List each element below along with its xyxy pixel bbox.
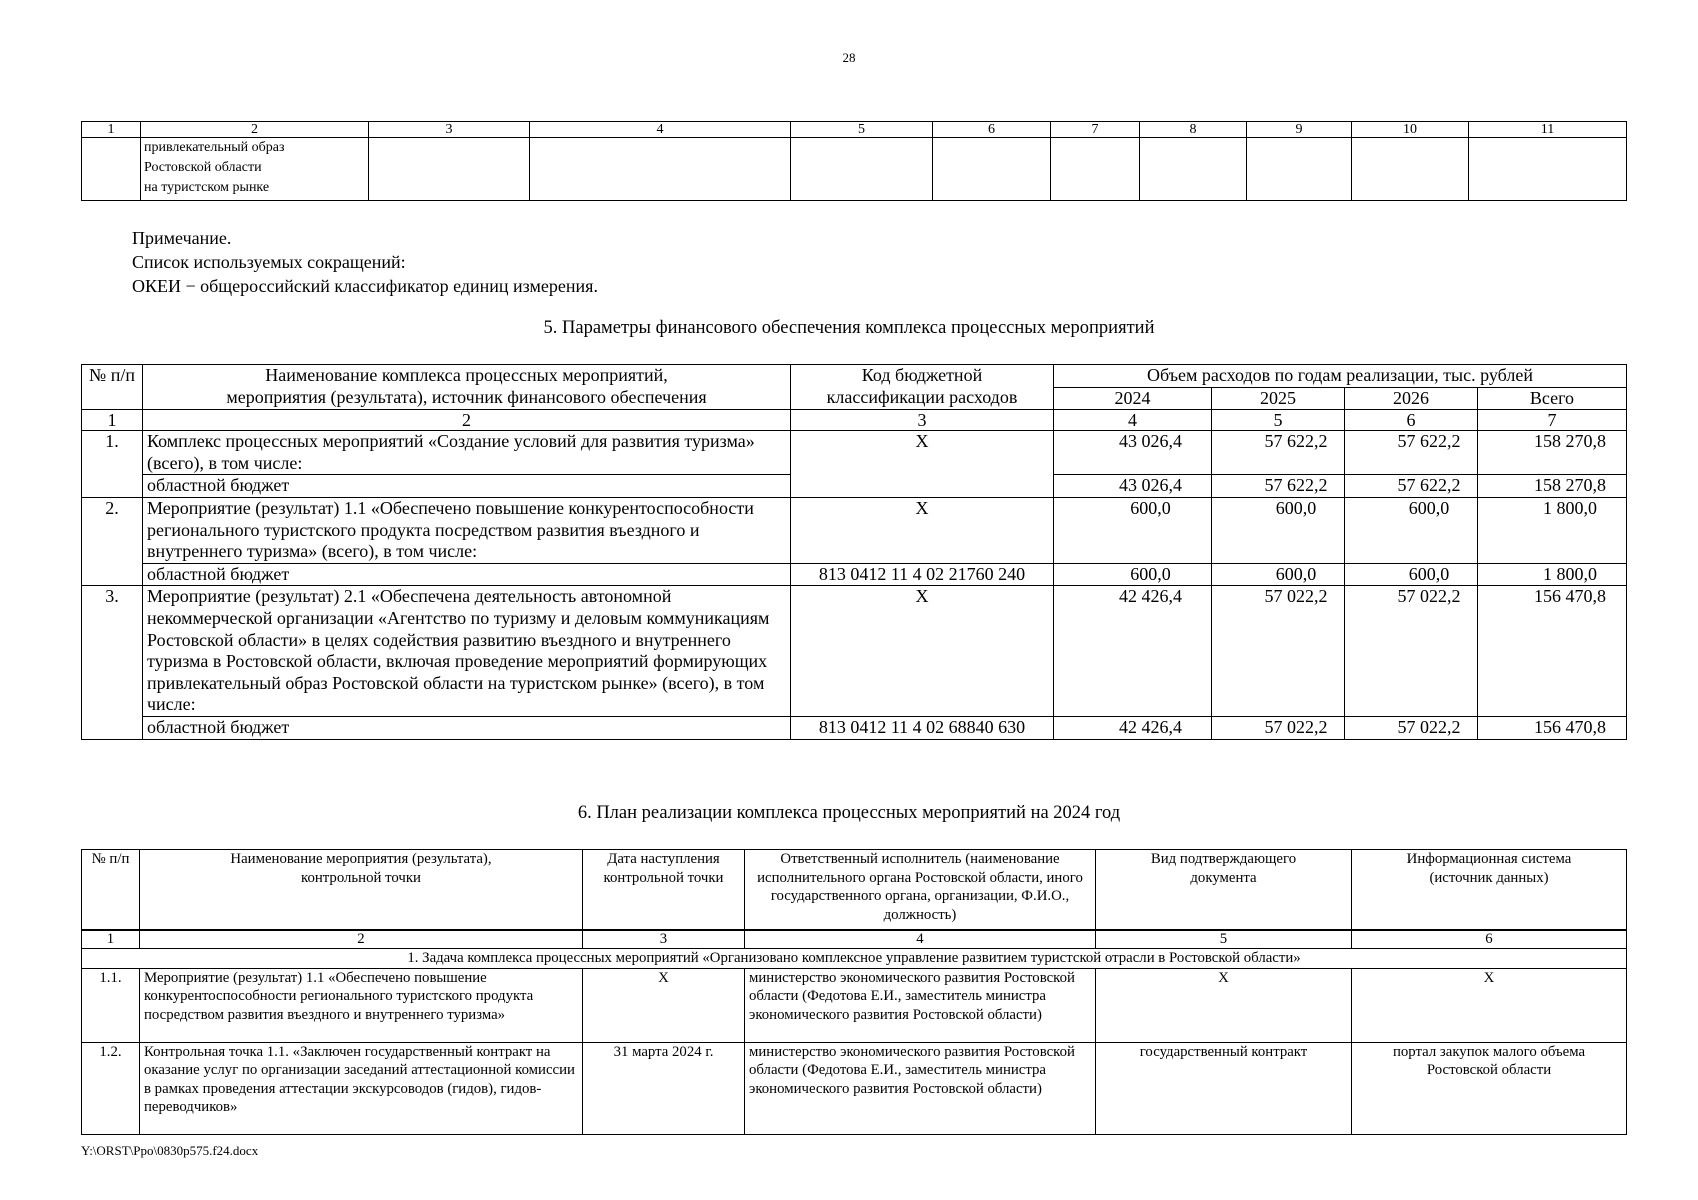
row-doc: государственный контракт — [1096, 1042, 1352, 1134]
header-doc: Вид подтверждающего документа — [1096, 850, 1352, 930]
file-path: Y:\ORST\Ppo\0830p575.f24.docx — [81, 1143, 259, 1158]
note-okei: ОКЕИ − общероссийский классификатор единиц измерения. — [132, 276, 598, 296]
header-2025: 2025 — [1212, 387, 1345, 410]
row-date: 31 марта 2024 г. — [583, 1042, 745, 1134]
header-num: № п/п — [82, 365, 143, 410]
row-total: 158 270,8 — [1478, 431, 1627, 475]
row-date: X — [583, 968, 745, 1042]
subrow-name: областной бюджет — [143, 716, 791, 739]
table-subrow: областной бюджет 813 0412 11 4 02 68840 630 42 426,4 57 022,2 57 022,2 156 470,8 — [82, 716, 1627, 739]
subrow-code: 813 0412 11 4 02 21760 240 — [791, 563, 1054, 586]
col-number: 6 — [933, 122, 1051, 138]
table-row — [82, 431, 1627, 475]
note-title: Примечание. — [132, 228, 232, 248]
header-2026: 2026 — [1345, 387, 1478, 410]
col-number: 4 — [530, 122, 791, 138]
row-code: X — [791, 586, 1054, 717]
subrow-name: областной бюджет — [143, 475, 791, 498]
header-date: Дата наступления контрольной точки — [583, 850, 745, 930]
col-number: 3 — [369, 122, 530, 138]
header-code: Код бюджетной классификации расходов — [791, 365, 1054, 410]
row-text: привлекательный образ Ростовской области на туристском рынке — [141, 138, 369, 201]
notes — [132, 226, 598, 298]
row-num: 1.1. — [82, 968, 140, 1042]
table-row — [82, 968, 1627, 1042]
row-name: Контрольная точка 1.1. «Заключен государственный контракт на оказание услуг по организации заседаний аттестационной комиссии в рамках проведения аттестации экскурсоводов (гидов), гидов-переводчиков» — [140, 1042, 583, 1134]
column-number-row — [82, 122, 1627, 138]
row-num: 1.2. — [82, 1042, 140, 1134]
col-number: 8 — [1140, 122, 1247, 138]
table-row — [82, 1042, 1627, 1134]
col-number: 11 — [1469, 122, 1627, 138]
table-subrow: областной бюджет 813 0412 11 4 02 21760 240 600,0 600,0 600,0 1 800,0 — [82, 563, 1627, 586]
row-executor: министерство экономического развития Ростовской области (Федотова Е.И., заместитель министра экономического развития Ростовской области) — [745, 968, 1096, 1042]
row-system: X — [1352, 968, 1627, 1042]
implementation-plan-table — [81, 849, 1627, 1135]
col-number: 7 — [1051, 122, 1140, 138]
table-row — [82, 138, 1627, 201]
row-executor: министерство экономического развития Ростовской области (Федотова Е.И., заместитель министра экономического развития Ростовской области) — [745, 1042, 1096, 1134]
header-total: Всего — [1478, 387, 1627, 410]
col-number: 2 — [141, 122, 369, 138]
header-num: № п/п — [82, 850, 140, 930]
row-doc: X — [1096, 968, 1352, 1042]
column-number-row: 1 2 3 4 5 6 7 — [82, 410, 1627, 431]
column-number-row: 1 2 3 4 5 6 — [82, 930, 1627, 949]
subrow-name: областной бюджет — [143, 563, 791, 586]
table-row: 2. Мероприятие (результат) 1.1 «Обеспечено повышение конкурентоспособности регионального туристского продукта посредством развития въездного и внутреннего туризма» (всего), в том числе: X 600,0 600,0 600,0 1 800,0 — [82, 497, 1627, 563]
col-number: 10 — [1352, 122, 1469, 138]
row-name: Мероприятие (результат) 1.1 «Обеспечено повышение конкурентоспособности регионального туристского продукта посредством развития въездного и внутреннего туризма» — [140, 968, 583, 1042]
row-num: 2. — [82, 497, 143, 585]
row-name: Комплекс процессных мероприятий «Создание условий для развития туризма» (всего), в том числе: — [143, 431, 791, 475]
table-subrow: областной бюджет 43 026,4 57 622,2 57 622,2 158 270,8 — [82, 475, 1627, 498]
row-num: 1. — [82, 431, 143, 498]
table-row: 3. Мероприятие (результат) 2.1 «Обеспечена деятельность автономной некоммерческой организации «Агентство по туризму и деловым коммуникациям Ростовской области» в целях содействия развитию въездного и внутреннего туризма в Ростовской области, включая проведение мероприятий формирующих привлекательный образ Ростовской области на туристском рынке» (всего), в том числе: X 42 426,4 57 022,2 57 022,2 156 470,8 — [82, 586, 1627, 717]
continuation-table — [81, 121, 1627, 201]
header-volume: Объем расходов по годам реализации, тыс. рублей — [1054, 365, 1627, 388]
header-row — [82, 365, 1627, 388]
task-row — [82, 948, 1627, 968]
row-num: 3. — [82, 586, 143, 739]
section-6-title: 6. План реализации комплекса процессных мероприятий на 2024 год — [577, 803, 1121, 823]
financing-table — [81, 364, 1627, 740]
header-2024: 2024 — [1054, 387, 1212, 410]
row-2024: 43 026,4 — [1054, 431, 1212, 475]
row-system: портал закупок малого объема Ростовской области — [1352, 1042, 1627, 1134]
header-system: Информационная система (источник данных) — [1352, 850, 1627, 930]
row-code: X — [791, 431, 1054, 498]
row-2025: 57 622,2 — [1212, 431, 1345, 475]
header-name: Наименование комплекса процессных мероприятий, мероприятия (результата), источник финансового обеспечения — [143, 365, 791, 410]
subrow-code: 813 0412 11 4 02 68840 630 — [791, 716, 1054, 739]
row-code: X — [791, 497, 1054, 563]
row-name: Мероприятие (результат) 1.1 «Обеспечено повышение конкурентоспособности регионального туристского продукта посредством развития въездного и внутреннего туризма» (всего), в том числе: — [143, 497, 791, 563]
task-title: 1. Задача комплекса процессных мероприятий «Организовано комплексное управление развитием туристской отрасли в Ростовской области» — [82, 948, 1627, 968]
note-abbr-list: Список используемых сокращений: — [132, 252, 406, 272]
col-number: 9 — [1247, 122, 1352, 138]
row-name: Мероприятие (результат) 2.1 «Обеспечена деятельность автономной некоммерческой организации «Агентство по туризму и деловым коммуникациям Ростовской области» в целях содействия развитию въездного и внутреннего туризма в Ростовской области, включая проведение мероприятий формирующих привлекательный образ Ростовской области на туристском рынке» (всего), в том числе: — [143, 586, 791, 717]
col-number: 5 — [791, 122, 933, 138]
section-5-title: 5. Параметры финансового обеспечения комплекса процессных мероприятий — [543, 318, 1155, 338]
row-2026: 57 622,2 — [1345, 431, 1478, 475]
col-number: 1 — [82, 122, 141, 138]
page-number: 28 — [842, 50, 856, 65]
header-name: Наименование мероприятия (результата), контрольной точки — [140, 850, 583, 930]
header-executor: Ответственный исполнитель (наименование исполнительного органа Ростовской области, иного государственного органа, организации, Ф.И.О., должность) — [745, 850, 1096, 930]
header-row — [82, 850, 1627, 930]
